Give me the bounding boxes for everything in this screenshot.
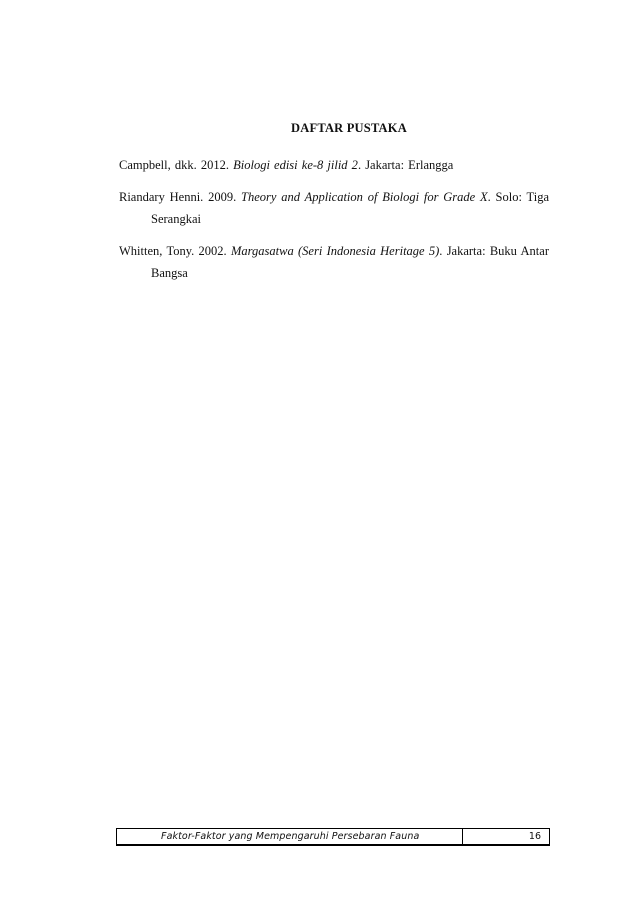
reference-title: Margasatwa (Seri Indonesia Heritage 5) [230,244,440,258]
reference-publisher: . Solo: Tiga Serangkai [151,190,549,226]
reference-item [119,154,549,176]
reference-item [119,240,549,284]
reference-list [119,154,549,294]
page-footer [116,828,550,846]
reference-title: Biologi edisi ke-8 jilid 2 [233,158,358,172]
reference-author-year: Riandary Henni. 2009. [119,190,242,204]
reference-author-year: Whitten, Tony. 2002. [119,244,231,258]
page-number: 16 [528,831,541,842]
footer-title: Faktor-Faktor yang Mempengaruhi Persebaran Fauna [117,829,463,844]
reference-publisher: . Jakarta: Buku Antar Bangsa [151,244,549,280]
reference-author-year: Campbell, dkk. 2012. [119,158,234,172]
reference-publisher: . Jakarta: Erlangga [357,158,454,172]
page-title: DAFTAR PUSTAKA [291,121,407,135]
reference-item [119,186,549,230]
reference-title: Theory and Application of Biologi for Grade X [241,190,488,204]
